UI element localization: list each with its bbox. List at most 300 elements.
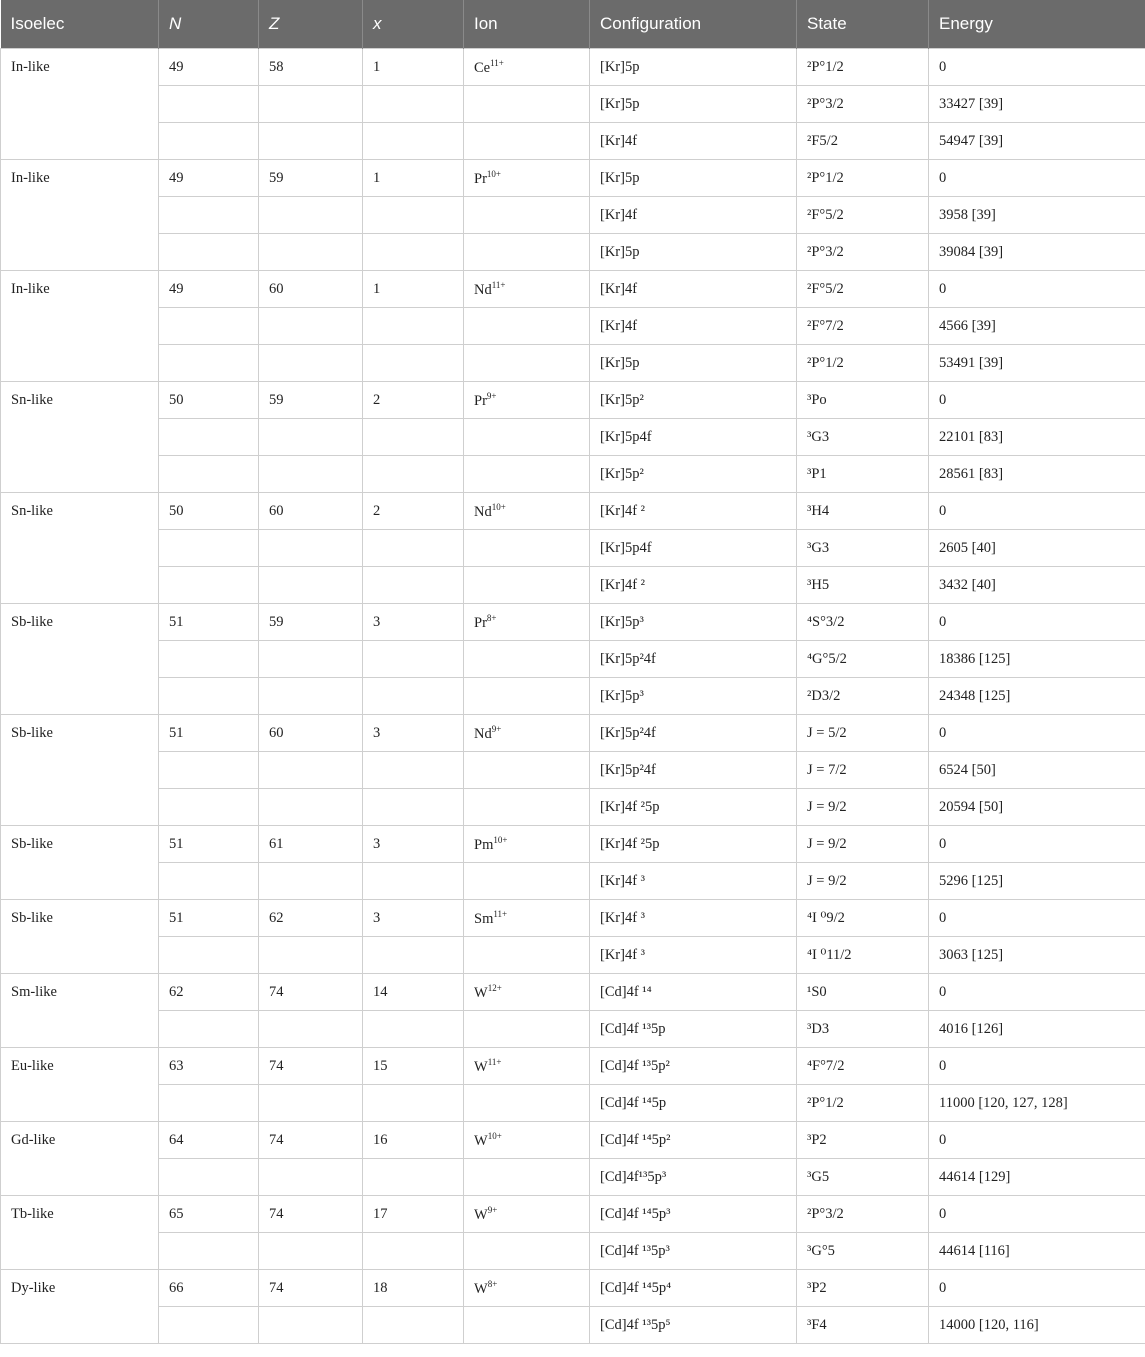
ion-cell <box>464 974 590 1011</box>
x-cell <box>363 937 464 974</box>
ion-symbol: W <box>474 1132 488 1149</box>
z-cell: 60 <box>259 271 363 308</box>
isoelec-cell: Eu-like <box>1 1048 159 1122</box>
z-cell: 59 <box>259 382 363 419</box>
table-row <box>1 123 1145 160</box>
state-cell: ⁴F°7/2 <box>797 1048 929 1085</box>
z-cell: 74 <box>259 1048 363 1085</box>
table-row <box>1 1085 1145 1122</box>
isoelec-cell: In-like <box>1 271 159 382</box>
z-cell <box>259 530 363 567</box>
state-cell: ³G5 <box>797 1159 929 1196</box>
n-cell <box>159 863 259 900</box>
energy-cell: 53491 [39] <box>929 345 1145 382</box>
ion-cell <box>464 1307 590 1344</box>
header-ion: Ion <box>464 0 590 49</box>
state-cell: ¹S0 <box>797 974 929 1011</box>
ion-cell <box>464 456 590 493</box>
z-cell <box>259 1159 363 1196</box>
header-n: N <box>159 0 259 49</box>
n-cell: 51 <box>159 604 259 641</box>
energy-cell: 3958 [39] <box>929 197 1145 234</box>
z-cell: 60 <box>259 715 363 752</box>
state-cell: J = 5/2 <box>797 715 929 752</box>
ion-cell <box>464 641 590 678</box>
table-row <box>1 382 1145 419</box>
z-cell <box>259 789 363 826</box>
configuration-cell: [Kr]5p <box>590 234 797 271</box>
state-cell: ²P°1/2 <box>797 345 929 382</box>
x-cell <box>363 1159 464 1196</box>
energy-cell: 0 <box>929 1196 1145 1233</box>
n-cell: 51 <box>159 715 259 752</box>
state-cell: ²P°1/2 <box>797 160 929 197</box>
state-cell: ³G°5 <box>797 1233 929 1270</box>
isoelec-cell: In-like <box>1 49 159 160</box>
ion-cell <box>464 900 590 937</box>
isoelec-cell: Sm-like <box>1 974 159 1048</box>
state-cell: ³P2 <box>797 1270 929 1307</box>
state-cell: ²P°1/2 <box>797 1085 929 1122</box>
energy-cell: 0 <box>929 1270 1145 1307</box>
x-cell: 18 <box>363 1270 464 1307</box>
x-cell <box>363 234 464 271</box>
state-cell: ²F°7/2 <box>797 308 929 345</box>
n-cell <box>159 123 259 160</box>
z-cell <box>259 678 363 715</box>
n-cell <box>159 1011 259 1048</box>
energy-cell: 33427 [39] <box>929 86 1145 123</box>
table-row <box>1 826 1145 863</box>
z-cell: 74 <box>259 974 363 1011</box>
configuration-cell: [Kr]4f ³ <box>590 863 797 900</box>
energy-cell: 11000 [120, 127, 128] <box>929 1085 1145 1122</box>
energy-cell: 0 <box>929 715 1145 752</box>
z-cell: 59 <box>259 604 363 641</box>
state-cell: ³H5 <box>797 567 929 604</box>
configuration-cell: [Cd]4f ¹⁴5p <box>590 1085 797 1122</box>
x-cell <box>363 641 464 678</box>
isoelec-cell: Sb-like <box>1 715 159 826</box>
z-cell: 59 <box>259 160 363 197</box>
state-cell: J = 9/2 <box>797 826 929 863</box>
ion-cell <box>464 752 590 789</box>
state-cell: ²P°3/2 <box>797 1196 929 1233</box>
table-row <box>1 49 1145 86</box>
configuration-cell: [Kr]4f ³ <box>590 900 797 937</box>
state-cell: J = 9/2 <box>797 789 929 826</box>
table-row <box>1 1307 1145 1344</box>
z-cell: 61 <box>259 826 363 863</box>
configuration-cell: [Kr]5p4f <box>590 419 797 456</box>
isoelec-cell: Sb-like <box>1 826 159 900</box>
n-cell <box>159 752 259 789</box>
ion-charge: 10+ <box>487 1130 502 1141</box>
n-cell <box>159 1307 259 1344</box>
energy-cell: 0 <box>929 1048 1145 1085</box>
n-cell <box>159 641 259 678</box>
state-cell: ²F5/2 <box>797 123 929 160</box>
z-cell <box>259 1233 363 1270</box>
ion-charge: 8+ <box>487 1278 498 1289</box>
x-cell <box>363 345 464 382</box>
n-cell: 64 <box>159 1122 259 1159</box>
z-cell: 62 <box>259 900 363 937</box>
ion-cell <box>464 678 590 715</box>
table-row <box>1 641 1145 678</box>
state-cell: J = 9/2 <box>797 863 929 900</box>
table-row <box>1 900 1145 937</box>
state-cell: ³H4 <box>797 493 929 530</box>
state-cell: ³G3 <box>797 530 929 567</box>
ion-symbol: Pr <box>474 614 487 631</box>
isoelec-cell: In-like <box>1 160 159 271</box>
energy-cell: 54947 [39] <box>929 123 1145 160</box>
ion-cell <box>464 49 590 86</box>
ion-charge: 11+ <box>490 57 504 68</box>
energy-cell: 28561 [83] <box>929 456 1145 493</box>
ion-cell <box>464 271 590 308</box>
table-row <box>1 1011 1145 1048</box>
state-cell: ²P°1/2 <box>797 49 929 86</box>
x-cell <box>363 1011 464 1048</box>
x-cell <box>363 197 464 234</box>
n-cell: 49 <box>159 49 259 86</box>
z-cell <box>259 752 363 789</box>
energy-cell: 20594 [50] <box>929 789 1145 826</box>
z-cell <box>259 308 363 345</box>
configuration-cell: [Kr]4f ³ <box>590 937 797 974</box>
ion-cell <box>464 567 590 604</box>
state-cell: ⁴G°5/2 <box>797 641 929 678</box>
state-cell: ²P°3/2 <box>797 86 929 123</box>
state-cell: ³D3 <box>797 1011 929 1048</box>
table-body <box>1 49 1145 1344</box>
configuration-cell: [Cd]4f ¹⁴5p² <box>590 1122 797 1159</box>
configuration-cell: [Kr]4f <box>590 197 797 234</box>
x-cell <box>363 419 464 456</box>
state-cell: ²F°5/2 <box>797 271 929 308</box>
ion-charge: 10+ <box>486 168 501 179</box>
header-configuration: Configuration <box>590 0 797 49</box>
ion-charge: 12+ <box>487 982 502 993</box>
x-cell: 2 <box>363 493 464 530</box>
ion-charge: 10+ <box>491 501 506 512</box>
table-row <box>1 567 1145 604</box>
table-row <box>1 1122 1145 1159</box>
energy-cell: 18386 [125] <box>929 641 1145 678</box>
ion-cell <box>464 382 590 419</box>
n-cell <box>159 1233 259 1270</box>
table-row <box>1 1159 1145 1196</box>
ion-symbol: W <box>474 1206 488 1223</box>
n-cell: 63 <box>159 1048 259 1085</box>
table-row <box>1 345 1145 382</box>
configuration-cell: [Kr]5p³ <box>590 604 797 641</box>
ion-cell <box>464 160 590 197</box>
energy-cell: 0 <box>929 900 1145 937</box>
state-cell: ⁴I ⁰11/2 <box>797 937 929 974</box>
energy-cell: 44614 [116] <box>929 1233 1145 1270</box>
z-cell <box>259 937 363 974</box>
table-row <box>1 604 1145 641</box>
table-row <box>1 197 1145 234</box>
z-cell <box>259 1011 363 1048</box>
isoelec-cell: Sb-like <box>1 604 159 715</box>
n-cell <box>159 345 259 382</box>
z-cell <box>259 641 363 678</box>
ion-cell <box>464 345 590 382</box>
ion-symbol: Ce <box>474 59 491 76</box>
configuration-cell: [Kr]5p²4f <box>590 715 797 752</box>
configuration-cell: [Kr]5p <box>590 86 797 123</box>
ion-cell <box>464 123 590 160</box>
ion-cell <box>464 234 590 271</box>
ion-charge: 11+ <box>491 279 506 290</box>
energy-cell: 14000 [120, 116] <box>929 1307 1145 1344</box>
isoelec-cell: Sb-like <box>1 900 159 974</box>
isoelec-cell: Dy-like <box>1 1270 159 1344</box>
z-cell: 74 <box>259 1270 363 1307</box>
z-cell <box>259 345 363 382</box>
configuration-cell: [Cd]4f ¹⁴ <box>590 974 797 1011</box>
n-cell <box>159 1085 259 1122</box>
configuration-cell: [Kr]5p³ <box>590 678 797 715</box>
n-cell: 50 <box>159 382 259 419</box>
configuration-cell: [Kr]5p²4f <box>590 641 797 678</box>
table-row <box>1 86 1145 123</box>
configuration-cell: [Kr]5p <box>590 160 797 197</box>
table-row <box>1 863 1145 900</box>
configuration-cell: [Kr]5p <box>590 49 797 86</box>
ion-cell <box>464 715 590 752</box>
z-cell <box>259 1307 363 1344</box>
header-isoelec: Isoelec <box>1 0 159 49</box>
energy-cell: 24348 [125] <box>929 678 1145 715</box>
x-cell: 2 <box>363 382 464 419</box>
state-cell: ³P2 <box>797 1122 929 1159</box>
table-row <box>1 493 1145 530</box>
n-cell <box>159 789 259 826</box>
configuration-cell: [Kr]4f ² <box>590 493 797 530</box>
n-cell <box>159 308 259 345</box>
configuration-cell: [Kr]5p² <box>590 382 797 419</box>
energy-cell: 3063 [125] <box>929 937 1145 974</box>
ion-symbol: Pm <box>474 836 494 853</box>
x-cell <box>363 123 464 160</box>
ion-cell <box>464 419 590 456</box>
n-cell <box>159 937 259 974</box>
x-cell <box>363 530 464 567</box>
ion-cell <box>464 604 590 641</box>
header-x: x <box>363 0 464 49</box>
n-cell <box>159 419 259 456</box>
ion-cell <box>464 86 590 123</box>
z-cell: 58 <box>259 49 363 86</box>
state-cell: ²P°3/2 <box>797 234 929 271</box>
ion-symbol: Nd <box>474 281 492 298</box>
x-cell: 3 <box>363 826 464 863</box>
x-cell <box>363 678 464 715</box>
n-cell <box>159 678 259 715</box>
ion-cell <box>464 1011 590 1048</box>
state-cell: ³G3 <box>797 419 929 456</box>
ion-charge: 11+ <box>493 908 508 919</box>
n-cell: 49 <box>159 271 259 308</box>
ion-charge: 8+ <box>486 612 497 623</box>
configuration-cell: [Kr]5p4f <box>590 530 797 567</box>
table-row <box>1 271 1145 308</box>
x-cell <box>363 1307 464 1344</box>
configuration-cell: [Kr]4f ²5p <box>590 826 797 863</box>
ion-charge: 10+ <box>493 834 508 845</box>
n-cell: 49 <box>159 160 259 197</box>
configuration-cell: [Cd]4f¹³5p³ <box>590 1159 797 1196</box>
ion-cell <box>464 1270 590 1307</box>
header-z: Z <box>259 0 363 49</box>
table-row <box>1 678 1145 715</box>
state-cell: ³F4 <box>797 1307 929 1344</box>
z-cell: 74 <box>259 1122 363 1159</box>
configuration-cell: [Cd]4f ¹³5p³ <box>590 1233 797 1270</box>
n-cell <box>159 567 259 604</box>
isoelec-cell: Gd-like <box>1 1122 159 1196</box>
ion-charge: 9+ <box>486 390 497 401</box>
ion-symbol: Pr <box>474 170 487 187</box>
x-cell <box>363 86 464 123</box>
z-cell: 60 <box>259 493 363 530</box>
configuration-cell: [Kr]5p²4f <box>590 752 797 789</box>
x-cell: 16 <box>363 1122 464 1159</box>
x-cell: 3 <box>363 900 464 937</box>
z-cell <box>259 197 363 234</box>
state-cell: ³P1 <box>797 456 929 493</box>
table-row <box>1 160 1145 197</box>
x-cell <box>363 1233 464 1270</box>
energy-cell: 4016 [126] <box>929 1011 1145 1048</box>
x-cell <box>363 863 464 900</box>
ion-cell <box>464 1196 590 1233</box>
ion-symbol: W <box>474 1058 488 1075</box>
configuration-cell: [Kr]4f ²5p <box>590 789 797 826</box>
x-cell: 1 <box>363 49 464 86</box>
configuration-cell: [Cd]4f ¹³5p <box>590 1011 797 1048</box>
energy-cell: 0 <box>929 1122 1145 1159</box>
table-row <box>1 715 1145 752</box>
ion-symbol: W <box>474 1280 488 1297</box>
energy-cell: 4566 [39] <box>929 308 1145 345</box>
z-cell <box>259 863 363 900</box>
ion-cell <box>464 493 590 530</box>
x-cell <box>363 456 464 493</box>
table-row <box>1 419 1145 456</box>
ion-cell <box>464 863 590 900</box>
isoelec-cell: Sn-like <box>1 493 159 604</box>
ion-symbol: W <box>474 984 488 1001</box>
configuration-cell: [Cd]4f ¹³5p² <box>590 1048 797 1085</box>
ion-symbol: Sm <box>474 910 494 927</box>
header-state: State <box>797 0 929 49</box>
x-cell <box>363 567 464 604</box>
x-cell <box>363 1085 464 1122</box>
n-cell: 66 <box>159 1270 259 1307</box>
z-cell <box>259 234 363 271</box>
ion-cell <box>464 197 590 234</box>
n-cell <box>159 530 259 567</box>
energy-cell: 0 <box>929 974 1145 1011</box>
n-cell <box>159 456 259 493</box>
ion-symbol: Pr <box>474 392 487 409</box>
table-row <box>1 937 1145 974</box>
configuration-cell: [Cd]4f ¹³5p⁵ <box>590 1307 797 1344</box>
energy-cell: 0 <box>929 826 1145 863</box>
z-cell <box>259 567 363 604</box>
ion-cell <box>464 1085 590 1122</box>
energy-cell: 0 <box>929 49 1145 86</box>
configuration-cell: [Kr]4f <box>590 308 797 345</box>
table-row <box>1 530 1145 567</box>
isoelec-cell: Tb-like <box>1 1196 159 1270</box>
x-cell: 15 <box>363 1048 464 1085</box>
z-cell <box>259 123 363 160</box>
x-cell: 3 <box>363 715 464 752</box>
ion-symbol: Nd <box>474 725 492 742</box>
ion-cell <box>464 1233 590 1270</box>
state-cell: ³Po <box>797 382 929 419</box>
table-row <box>1 456 1145 493</box>
energy-cell: 39084 [39] <box>929 234 1145 271</box>
configuration-cell: [Kr]4f <box>590 123 797 160</box>
configuration-cell: [Cd]4f ¹⁴5p⁴ <box>590 1270 797 1307</box>
z-cell <box>259 419 363 456</box>
table-row <box>1 1270 1145 1307</box>
table-row <box>1 974 1145 1011</box>
n-cell <box>159 1159 259 1196</box>
ion-cell <box>464 1122 590 1159</box>
configuration-cell: [Kr]4f <box>590 271 797 308</box>
x-cell <box>363 752 464 789</box>
state-cell: ²F°5/2 <box>797 197 929 234</box>
configuration-cell: [Kr]4f ² <box>590 567 797 604</box>
energy-cell: 0 <box>929 271 1145 308</box>
table-row <box>1 752 1145 789</box>
x-cell <box>363 308 464 345</box>
table-row <box>1 234 1145 271</box>
ion-charge: 9+ <box>491 723 502 734</box>
energy-cell: 3432 [40] <box>929 567 1145 604</box>
energy-cell: 6524 [50] <box>929 752 1145 789</box>
x-cell <box>363 789 464 826</box>
z-cell: 74 <box>259 1196 363 1233</box>
isoelec-cell: Sn-like <box>1 382 159 493</box>
energy-cell: 44614 [129] <box>929 1159 1145 1196</box>
energy-cell: 0 <box>929 493 1145 530</box>
energy-cell: 0 <box>929 160 1145 197</box>
ion-charge: 11+ <box>487 1056 502 1067</box>
ion-cell <box>464 1159 590 1196</box>
x-cell: 3 <box>363 604 464 641</box>
state-cell: J = 7/2 <box>797 752 929 789</box>
configuration-cell: [Kr]5p² <box>590 456 797 493</box>
table-row <box>1 789 1145 826</box>
state-cell: ⁴I ⁰9/2 <box>797 900 929 937</box>
x-cell: 17 <box>363 1196 464 1233</box>
ion-cell <box>464 1048 590 1085</box>
table-row <box>1 1048 1145 1085</box>
configuration-cell: [Cd]4f ¹⁴5p³ <box>590 1196 797 1233</box>
configuration-cell: [Kr]5p <box>590 345 797 382</box>
energy-cell: 0 <box>929 382 1145 419</box>
